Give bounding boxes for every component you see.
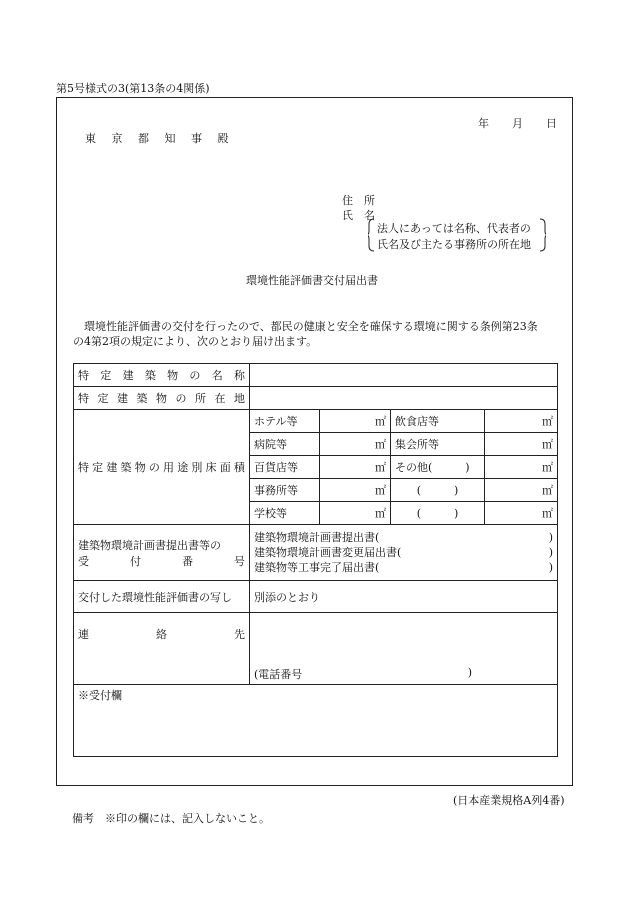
use-label: ホテル等	[250, 410, 320, 433]
building-name-label: 特 定 建 築 物 の 名 称	[78, 369, 245, 382]
reception-box: ※受付欄	[74, 685, 558, 757]
building-location-label: 特 定 建 築 物 の 所 在 地	[78, 392, 245, 405]
use-label: ( )	[391, 502, 485, 525]
receipt-label-line1: 建築物環境計画書提出書等の	[78, 538, 221, 552]
document-title: 環境性能評価書交付届出書	[246, 274, 378, 287]
area-unit[interactable]: ㎡	[320, 410, 391, 433]
use-row	[74, 410, 558, 433]
use-label: その他( )	[391, 456, 485, 479]
corp-note-line2: 氏名及び主たる事務所の所在地	[377, 238, 531, 251]
building-name-field[interactable]	[250, 364, 558, 387]
address-label: 住 所	[342, 194, 375, 207]
copy-row	[74, 581, 558, 613]
date-day: 日	[546, 117, 557, 130]
use-label: 集会所等	[391, 433, 485, 456]
area-unit[interactable]: ㎡	[485, 502, 558, 525]
corp-note-line1: 法人にあっては名称、代表者の	[377, 222, 531, 235]
use-label: ( )	[391, 479, 485, 502]
receipt-row	[74, 525, 558, 581]
date-month: 月	[512, 117, 523, 130]
contact-label: 連 絡 先	[78, 627, 245, 641]
use-label: 飲食店等	[391, 410, 485, 433]
area-unit[interactable]: ㎡	[485, 479, 558, 502]
intro-line-1: 環境性能評価書の交付を行ったので、都民の健康と安全を確保する環境に関する条例第23条	[73, 320, 538, 333]
copy-value: 別添のとおり	[250, 581, 558, 613]
area-unit[interactable]: ㎡	[485, 433, 558, 456]
name-label: 氏 名	[342, 209, 375, 222]
application-table	[73, 363, 558, 757]
receipt-label-line2: 受 付 番 号	[78, 554, 245, 568]
paper-spec: (日本産業規格A列4番)	[453, 794, 565, 807]
use-label: 学校等	[250, 502, 320, 525]
form-number: 第5号様式の3(第13条の4関係)	[56, 82, 210, 95]
receipt-item[interactable]: 建築物環境計画書提出書( )	[254, 531, 553, 544]
area-unit[interactable]: ㎡	[320, 479, 391, 502]
use-label: 事務所等	[250, 479, 320, 502]
receipt-item[interactable]: 建築物等工事完了届出書( )	[254, 561, 553, 574]
corporation-note	[368, 218, 546, 252]
area-unit[interactable]: ㎡	[320, 433, 391, 456]
copy-label: 交付した環境性能評価書の写し	[74, 581, 250, 613]
phone-field[interactable]: (電話番号 )	[254, 666, 472, 681]
use-label: 百貨店等	[250, 456, 320, 479]
addressee: 東 京 都 知 事 殿	[85, 132, 235, 145]
date-year: 年	[478, 117, 489, 130]
area-unit[interactable]: ㎡	[485, 410, 558, 433]
building-location-row	[74, 387, 558, 410]
use-label: 病院等	[250, 433, 320, 456]
intro-line-2: の4第2項の規定により、次のとおり届け出ます。	[73, 335, 318, 348]
floor-area-label: 特 定 建 築 物 の 用 途 別 床 面 積	[78, 461, 245, 474]
area-unit[interactable]: ㎡	[320, 502, 391, 525]
building-name-row	[74, 364, 558, 387]
receipt-item[interactable]: 建築物環境計画書変更届出書( )	[254, 546, 553, 559]
area-unit[interactable]: ㎡	[485, 456, 558, 479]
area-unit[interactable]: ㎡	[320, 456, 391, 479]
remarks: 備考 ※印の欄には、記入しないこと。	[72, 812, 270, 825]
contact-row	[74, 613, 558, 685]
building-location-field[interactable]	[250, 387, 558, 410]
reception-row	[74, 685, 558, 757]
